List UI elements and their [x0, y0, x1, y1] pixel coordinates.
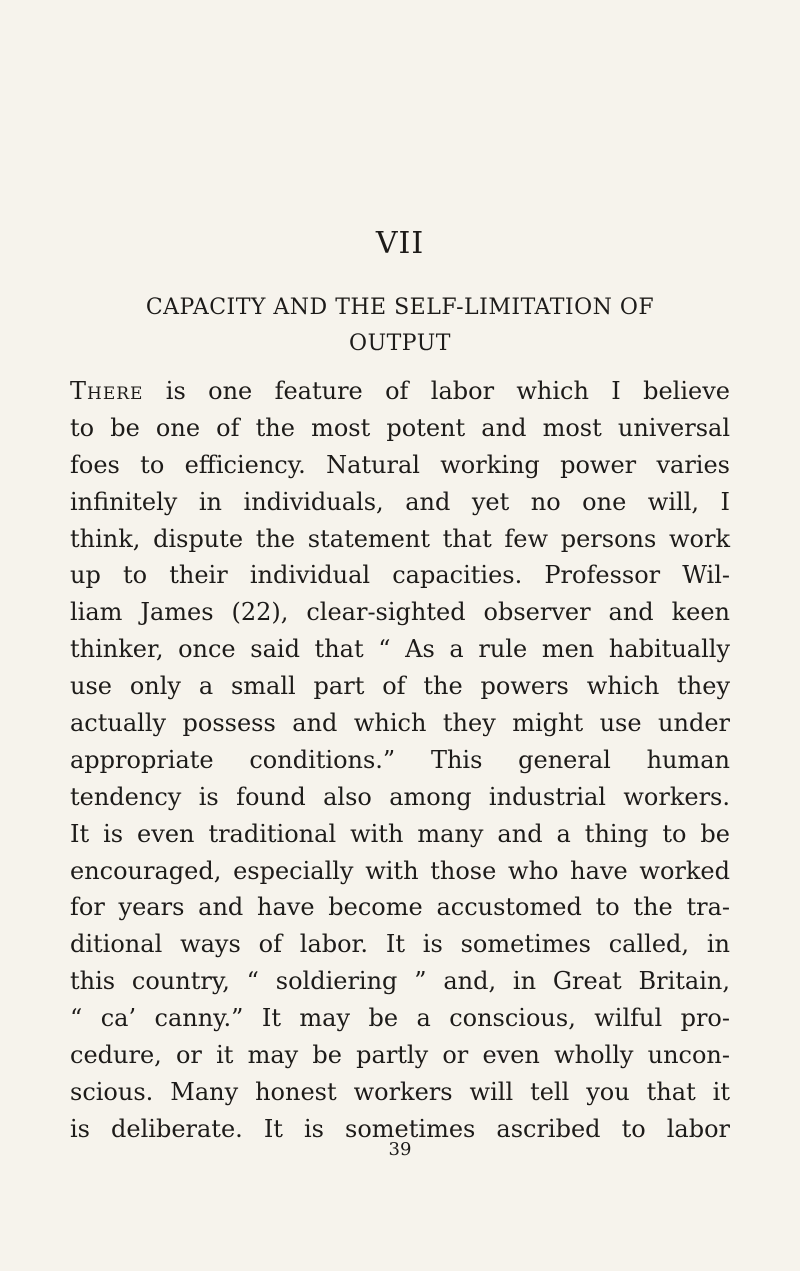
text-line: infinitely in individuals, and yet no one will, I: [70, 487, 730, 516]
chapter-title: [70, 290, 730, 362]
text-line-rest: is one feature of labor which I believe: [143, 377, 730, 405]
text-line: thinker, once said that “ As a rule men habitually: [70, 635, 730, 664]
text-line: liam James (22), clear-sighted observer and keen: [70, 598, 730, 627]
text-line: ditional ways of labor. It is sometimes called, in: [70, 930, 730, 959]
text-line: use only a small part of the powers which they: [70, 672, 730, 701]
text-line: this country, “ soldiering ” and, in Great Britain,: [70, 967, 730, 996]
text-line: [70, 373, 730, 410]
text-line: up to their individual capacities. Professor Wil-: [70, 561, 730, 590]
chapter-number: VII: [375, 226, 425, 261]
text-line: It is even traditional with many and a thing to be: [70, 819, 730, 848]
text-line: for years and have become accustomed to the tra-: [70, 893, 730, 922]
text-line: is deliberate. It is sometimes ascribed to labor: [70, 1114, 730, 1143]
text-line: cedure, or it may be partly or even wholly uncon-: [70, 1041, 730, 1070]
chapter-title-line: OUTPUT: [349, 331, 451, 356]
text-line: tendency is found also among industrial workers.: [70, 782, 730, 811]
text-line: encouraged, especially with those who have worked: [70, 856, 730, 885]
chapter-title-line: CAPACITY AND THE SELF-LIMITATION OF: [145, 295, 655, 320]
text-line: think, dispute the statement that few persons work: [70, 524, 730, 553]
body-paragraph: [70, 373, 730, 1148]
text-line: actually possess and which they might use under: [70, 709, 730, 738]
text-line: appropriate conditions.” This general human: [70, 745, 730, 774]
text-line: to be one of the most potent and most universal: [70, 413, 730, 442]
text-line: scious. Many honest workers will tell you that it: [70, 1077, 730, 1106]
opening-word: There: [70, 377, 144, 405]
page-number: 39: [388, 1139, 412, 1160]
text-line: foes to efficiency. Natural working power varies: [70, 450, 730, 479]
text-line: “ ca’ canny.” It may be a conscious, wilful pro-: [70, 1004, 730, 1033]
